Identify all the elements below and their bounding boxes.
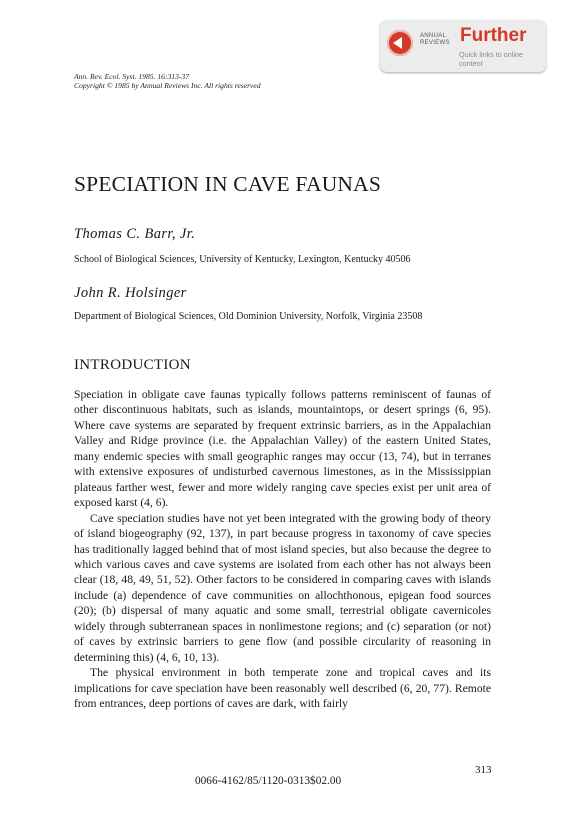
article-body xyxy=(74,387,491,712)
brand-line-1: ANNUAL xyxy=(420,33,447,39)
play-back-icon xyxy=(387,30,413,56)
badge-subtitle: Quick links to online content xyxy=(459,50,523,68)
brand-line-2: REVIEWS xyxy=(420,40,450,46)
article-title: SPECIATION IN CAVE FAUNAS xyxy=(74,172,382,196)
article-code: 0066-4162/85/1120-0313$02.00 xyxy=(195,775,342,787)
annual-reviews-brand xyxy=(420,33,450,47)
journal-citation xyxy=(74,72,261,90)
body-paragraph: Cave speciation studies have not yet been integrated with the growing body of theory of island biogeography (92, 137), in part because progress in taxonomy of cave species has traditionally lagged behind that of most island species, but also because the degree to which various caves and cave systems are isolated from each other has not always been clear (18, 48, 49, 51, 52). Other factors to be considered in comparing caves with islands include (a) dependence of cave communities on allochthonous, epigean food sources (20); (b) dispersal of many aquatic and some small, terrestrial obligate cavernicoles widely through subterranean spaces in nonlimestone regions; and (c) separation (or not) of caves by extrinsic barriers to gene flow (and possible circularity of reasoning in determining this) (4, 6, 10, 13). xyxy=(74,511,491,664)
body-paragraph: The physical environment in both temperate zone and tropical caves and its implications for cave speciation have been reasonably well described (6, 20, 77). Remote from entrances, deep portions of caves are dark, with fairly xyxy=(74,666,491,711)
section-heading: INTRODUCTION xyxy=(74,357,191,373)
citation-line-1: Ann. Rev. Ecol. Syst. 1985. 16:313-37 xyxy=(74,72,190,81)
badge-title: Further xyxy=(460,25,527,46)
author-name: Thomas C. Barr, Jr. xyxy=(74,226,196,242)
body-paragraph: Speciation in obligate cave faunas typically follows patterns reminiscent of faunas of other discontinuous habitats, such as islands, mountaintops, or desert springs (6, 95). Where cave systems are separated by frequent extrinsic barriers, as in the Appalachian Valley and Ridge province (i.e. the Appalachian Valley) of the eastern United States, many endemic species with small geographic ranges may occur (13, 74), but in terranes with extensive exposures of undisturbed cavernous limestones, as in the Mississippian plateaus farther west, fewer and more widely ranging cave species exist per unit area of exposed karst (4, 6). xyxy=(74,388,491,510)
author-affiliation: Department of Biological Sciences, Old Dominion University, Norfolk, Virginia 23508 xyxy=(74,311,423,322)
author-affiliation: School of Biological Sciences, University of Kentucky, Lexington, Kentucky 40506 xyxy=(74,254,411,265)
further-links-badge[interactable] xyxy=(380,20,546,72)
page-number: 313 xyxy=(475,764,492,776)
author-name: John R. Holsinger xyxy=(74,285,187,301)
citation-line-2: Copyright © 1985 by Annual Reviews Inc. All rights reserved xyxy=(74,81,261,90)
